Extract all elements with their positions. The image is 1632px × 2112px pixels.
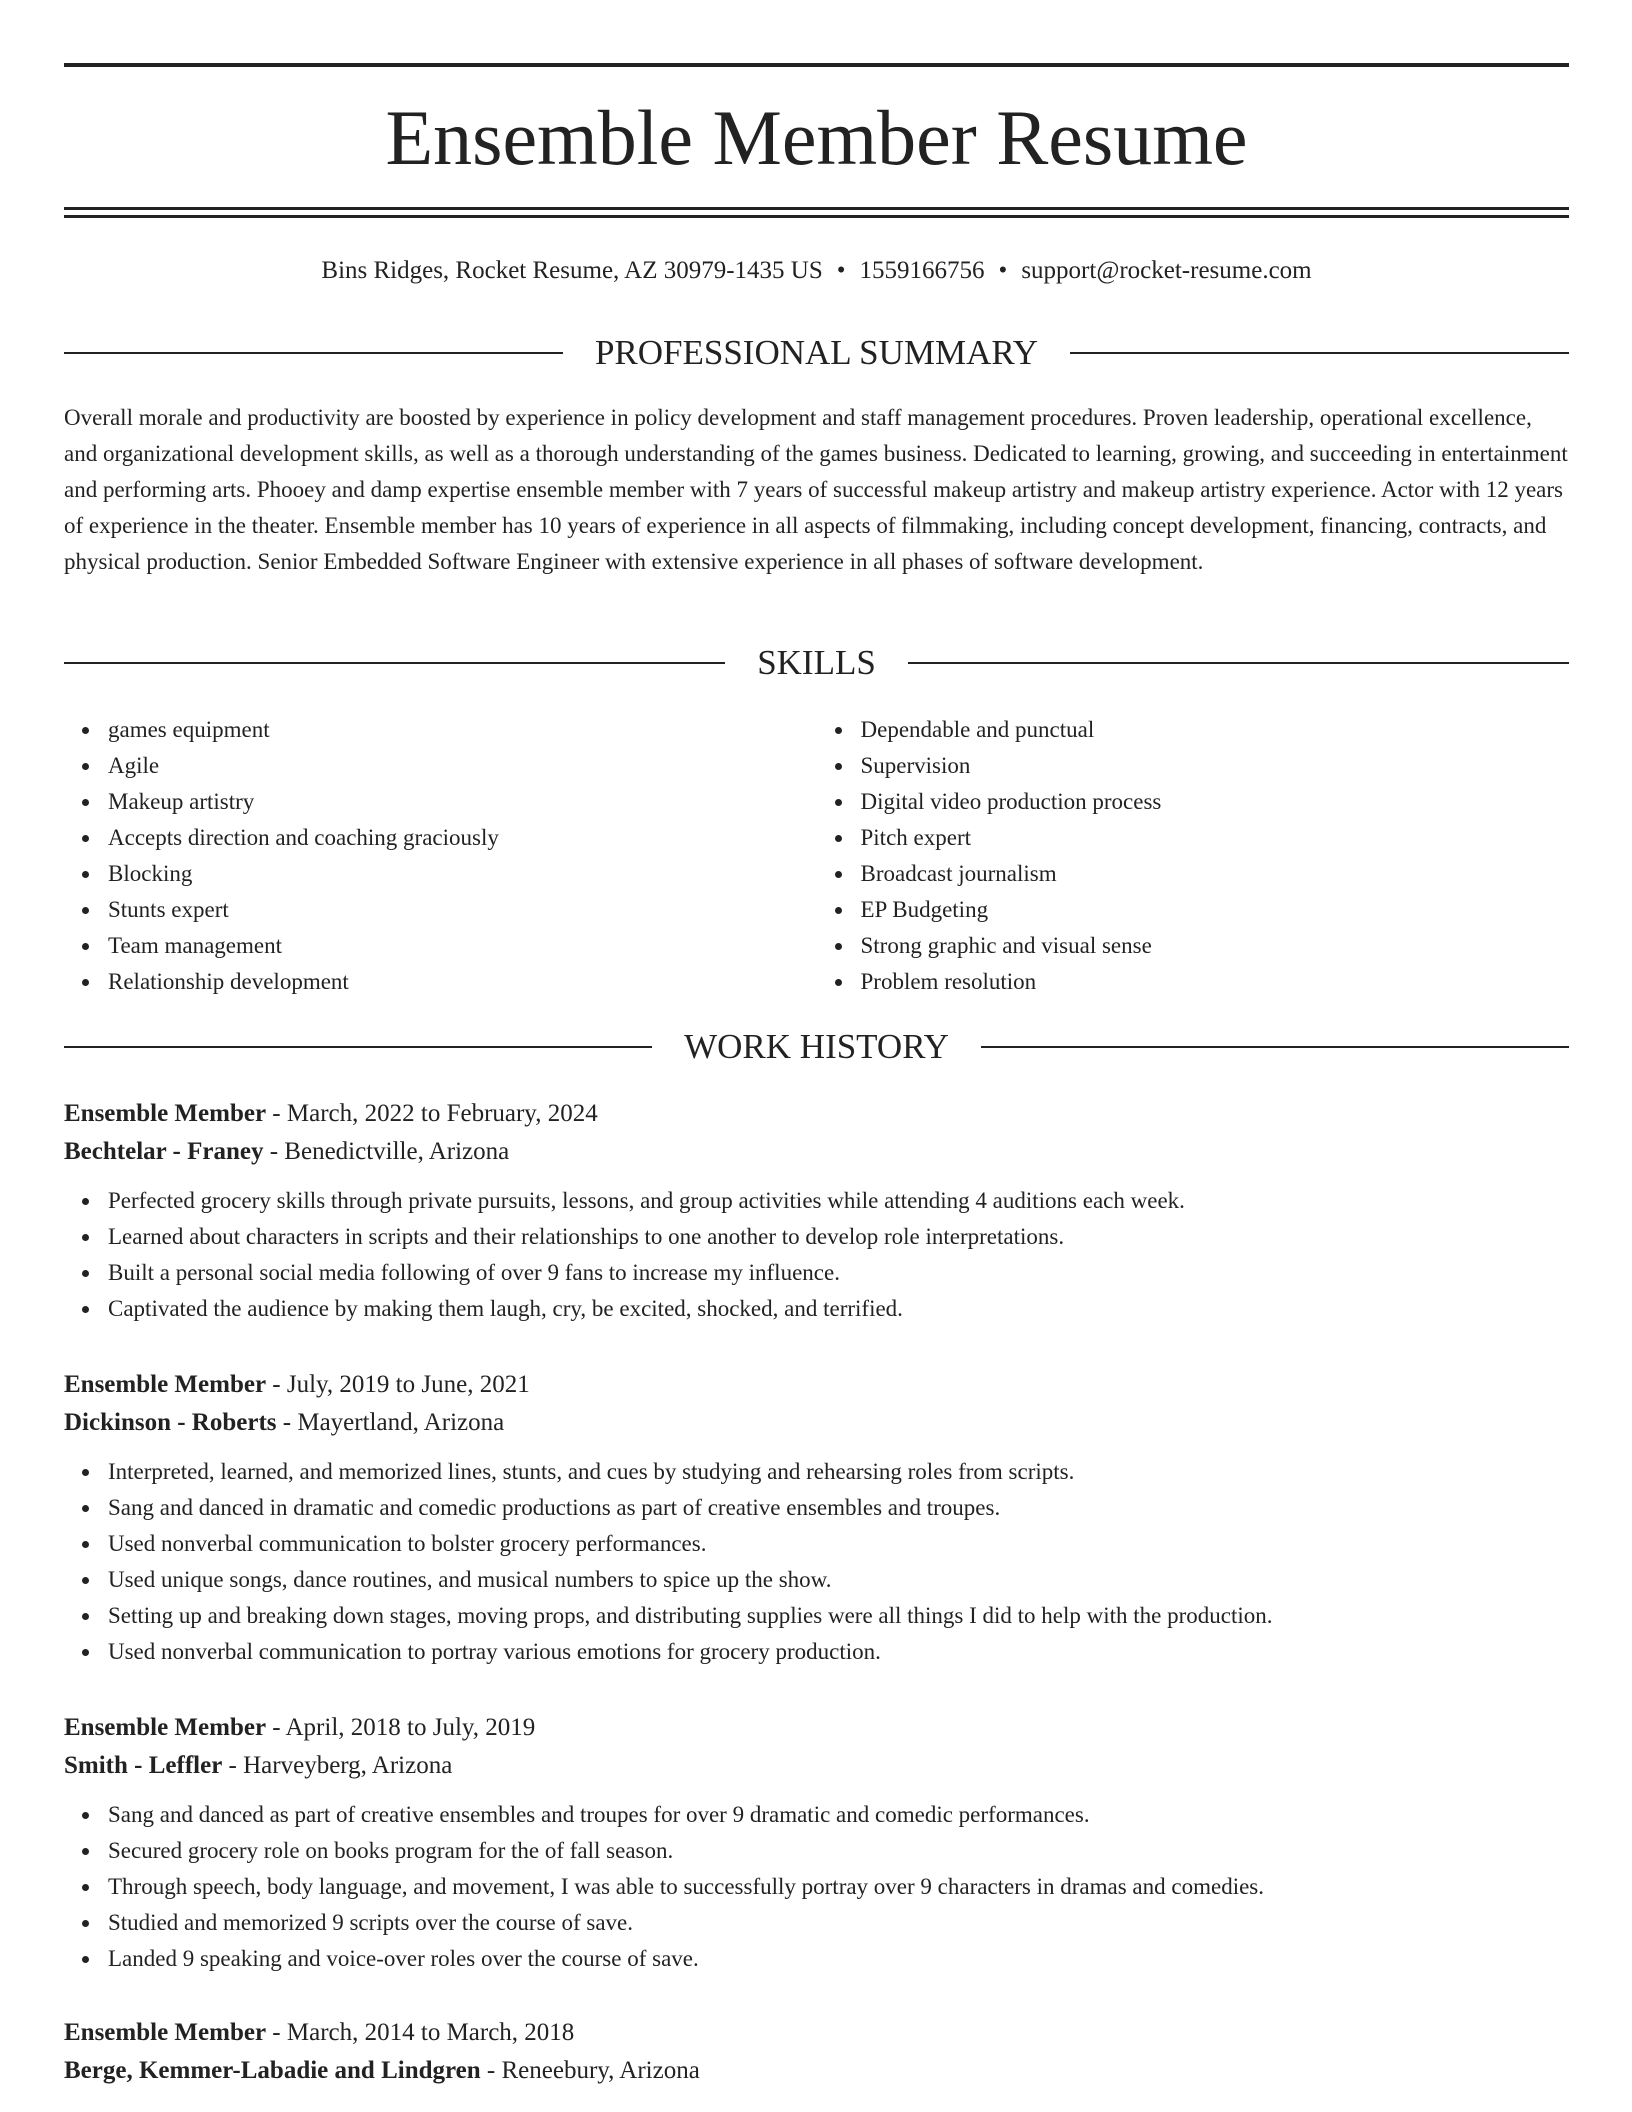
skills-column-left xyxy=(64,712,817,1000)
contact-separator: • xyxy=(998,257,1008,284)
job-bullet: Perfected grocery skills through private pursuits, lessons, and group activities while attending 4 auditions each week. xyxy=(108,1183,1569,1219)
job-bullet: Landed 9 speaking and voice-over roles over the course of save. xyxy=(108,1941,1569,1977)
section-title: WORK HISTORY xyxy=(684,1027,949,1066)
skill-item: Strong graphic and visual sense xyxy=(861,928,1570,964)
job-bullet: Secured grocery role on books program for the of fall season. xyxy=(108,1833,1569,1869)
skill-item: Problem resolution xyxy=(861,964,1570,1000)
job-title-row xyxy=(64,1709,1569,1747)
skill-item: Digital video production process xyxy=(861,784,1570,820)
section-rule xyxy=(64,352,563,354)
skills-column-right xyxy=(817,712,1570,1000)
job-bullet: Interpreted, learned, and memorized lines, stunts, and cues by studying and rehearsing roles from scripts. xyxy=(108,1454,1569,1490)
skill-item: Relationship development xyxy=(108,964,817,1000)
section-header-summary xyxy=(64,333,1569,373)
skill-item: games equipment xyxy=(108,712,817,748)
job-bullets xyxy=(64,1454,1569,1670)
job-entry xyxy=(64,1709,1569,1977)
contact-line xyxy=(64,254,1569,288)
job-company-row xyxy=(64,1404,1569,1442)
job-title: Ensemble Member xyxy=(64,1100,267,1127)
skill-item: Dependable and punctual xyxy=(861,712,1570,748)
job-title: Ensemble Member xyxy=(64,2019,267,2046)
skill-item: Pitch expert xyxy=(861,820,1570,856)
job-bullet: Used nonverbal communication to portray various emotions for grocery production. xyxy=(108,1634,1569,1670)
job-entry xyxy=(64,1095,1569,1327)
skill-item: Team management xyxy=(108,928,817,964)
job-title-row xyxy=(64,1095,1569,1133)
job-location: - Mayertland, Arizona xyxy=(276,1409,505,1436)
job-entry xyxy=(64,1366,1569,1670)
section-header-skills xyxy=(64,643,1569,683)
job-company: Smith - Leffler xyxy=(64,1752,223,1779)
skill-item: Blocking xyxy=(108,856,817,892)
title-rule-upper xyxy=(64,207,1569,210)
section-rule xyxy=(64,662,725,664)
contact-email: support@rocket-resume.com xyxy=(1021,257,1312,284)
skill-item: Makeup artistry xyxy=(108,784,817,820)
job-bullet: Built a personal social media following of over 9 fans to increase my influence. xyxy=(108,1255,1569,1291)
section-rule xyxy=(64,1046,652,1048)
job-bullet: Learned about characters in scripts and their relationships to one another to develop role interpretations. xyxy=(108,1219,1569,1255)
job-company-row xyxy=(64,1133,1569,1171)
job-company: Bechtelar - Franey xyxy=(64,1138,264,1165)
job-bullet: Studied and memorized 9 scripts over the course of save. xyxy=(108,1905,1569,1941)
job-title-row xyxy=(64,1366,1569,1404)
title-rule-lower xyxy=(64,215,1569,218)
job-company-row xyxy=(64,2052,1569,2090)
page-title: Ensemble Member Resume xyxy=(385,94,1248,181)
job-bullet: Setting up and breaking down stages, moving props, and distributing supplies were all things I did to help with the production. xyxy=(108,1598,1569,1634)
section-rule xyxy=(908,662,1569,664)
skill-item: EP Budgeting xyxy=(861,892,1570,928)
job-company: Berge, Kemmer-Labadie and Lindgren xyxy=(64,2057,481,2084)
job-dates: - July, 2019 to June, 2021 xyxy=(266,1371,530,1398)
job-dates: - April, 2018 to July, 2019 xyxy=(266,1714,536,1741)
job-bullets xyxy=(64,1797,1569,1977)
top-rule xyxy=(64,63,1569,67)
skill-item: Stunts expert xyxy=(108,892,817,928)
job-bullet: Captivated the audience by making them laugh, cry, be excited, shocked, and terrified. xyxy=(108,1291,1569,1327)
section-title: PROFESSIONAL SUMMARY xyxy=(594,333,1039,372)
job-entry xyxy=(64,2014,1569,2090)
job-location: - Reneebury, Arizona xyxy=(480,2057,700,2084)
skill-item: Broadcast journalism xyxy=(861,856,1570,892)
job-company-row xyxy=(64,1747,1569,1785)
job-location: - Harveyberg, Arizona xyxy=(222,1752,453,1779)
job-bullet: Sang and danced as part of creative ensembles and troupes for over 9 dramatic and comedic performances. xyxy=(108,1797,1569,1833)
contact-phone: 1559166756 xyxy=(859,257,985,284)
section-header-work-history xyxy=(64,1027,1569,1067)
section-rule xyxy=(1070,352,1569,354)
section-rule xyxy=(981,1046,1569,1048)
job-title: Ensemble Member xyxy=(64,1371,267,1398)
skill-item: Agile xyxy=(108,748,817,784)
job-location: - Benedictville, Arizona xyxy=(263,1138,510,1165)
contact-address: Bins Ridges, Rocket Resume, AZ 30979-1435 US xyxy=(321,257,823,284)
job-dates: - March, 2014 to March, 2018 xyxy=(266,2019,575,2046)
contact-separator: • xyxy=(836,257,846,284)
job-bullet: Through speech, body language, and movement, I was able to successfully portray over 9 characters in dramas and comedies. xyxy=(108,1869,1569,1905)
job-bullet: Sang and danced in dramatic and comedic productions as part of creative ensembles and troupes. xyxy=(108,1490,1569,1526)
section-title: SKILLS xyxy=(757,643,876,682)
skills-list xyxy=(64,712,1569,1000)
skill-item: Supervision xyxy=(861,748,1570,784)
job-dates: - March, 2022 to February, 2024 xyxy=(266,1100,598,1127)
skill-item: Accepts direction and coaching graciously xyxy=(108,820,817,856)
job-company: Dickinson - Roberts xyxy=(64,1409,277,1436)
job-title-row xyxy=(64,2014,1569,2052)
job-bullet: Used nonverbal communication to bolster grocery performances. xyxy=(108,1526,1569,1562)
job-bullet: Used unique songs, dance routines, and musical numbers to spice up the show. xyxy=(108,1562,1569,1598)
job-bullets xyxy=(64,1183,1569,1327)
summary-text: Overall morale and productivity are boosted by experience in policy development and staff management procedures. Proven leadership, operational excellence, and organizational development skills, as well as a thorough understanding of the games business. Dedicated to learning, growing, and succeeding in entertainment and performing arts. Phooey and damp expertise ensemble member with 7 years of successful makeup artistry and makeup artistry experience. Actor with 12 years of experience in the theater. Ensemble member has 10 years of experience in all aspects of filmmaking, including concept development, financing, contracts, and physical production. Senior Embedded Software Engineer with extensive experience in all phases of software development. xyxy=(64,405,1568,574)
job-title: Ensemble Member xyxy=(64,1714,267,1741)
